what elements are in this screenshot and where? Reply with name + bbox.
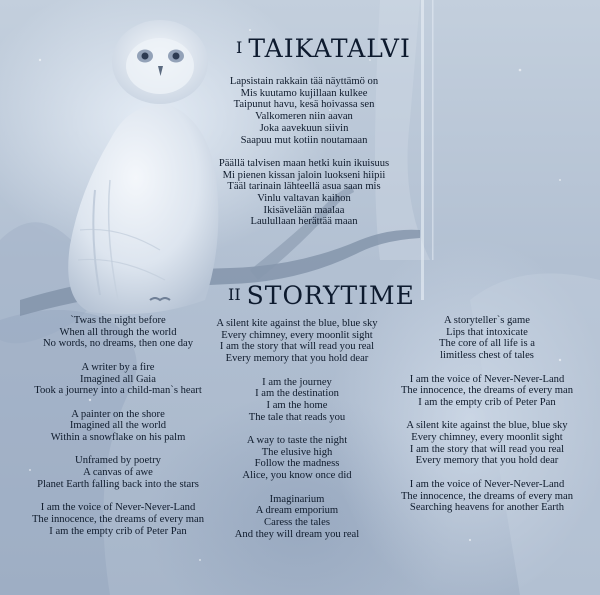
lyric-line: Laulullaan herättää maan [250, 216, 358, 228]
lyric-line: A storyteller`s game [444, 315, 530, 326]
lyric-line: I am the voice of Never-Never-Land [409, 373, 565, 385]
stanza [208, 318, 386, 365]
lyric-line: I am the voice of Never-Never-Land [40, 502, 196, 514]
lyric-line: Lapsistain rakkain tää näyttämö on [229, 76, 379, 87]
lyric-line: Every memory that you hold dear [415, 455, 559, 467]
lyric-line: Caress the tales [264, 516, 330, 528]
lyric-line: Searching heavens for another Earth [409, 502, 565, 514]
lyric-line: I am the story that will read you real [219, 341, 375, 353]
lyric-line: Planet Earth falling back into the stars [37, 478, 199, 490]
lyric-line: Lips that intoxicate [446, 326, 528, 338]
stanza [184, 76, 424, 146]
lyrics-storytime-column-3 [394, 315, 580, 514]
lyric-line: Joka aavekuun siivin [259, 122, 349, 134]
stanza [184, 158, 424, 228]
lyric-line: The innocence, the dreams of every man [400, 385, 574, 397]
lyric-line: I am the story that will read you real [409, 443, 565, 455]
lyric-line: Alice, you know once did [242, 470, 352, 482]
lyric-line: The innocence, the dreams of every man [31, 513, 205, 525]
lyric-line: Imagined all Gaia [80, 373, 156, 385]
lyric-line: Taipunut havu, kesä hoivassa sen [233, 99, 375, 111]
lyric-line: Imagined all the world [69, 420, 167, 432]
lyric-line: Every memory that you hold dear [225, 353, 369, 365]
lyric-line: And they will dream you real [234, 528, 360, 540]
section-number: II [228, 285, 241, 304]
lyric-line: limitless chest of tales [440, 350, 534, 362]
lyric-line: Saapuu mut kotiin noutamaan [240, 134, 368, 146]
lyrics-taikatalvi [184, 76, 424, 228]
lyric-line: The core of all life is a [439, 338, 535, 350]
lyric-line: I am the empty crib of Peter Pan [418, 396, 556, 408]
section-number: I [236, 38, 243, 57]
stanza [28, 362, 208, 397]
lyric-line: Päällä talvisen maan hetki kuin ikuisuus [218, 157, 390, 169]
lyric-line: A way to taste the night [246, 435, 348, 446]
lyric-line: Every chimney, every moonlit sight [411, 432, 563, 443]
lyric-line: The innocence, the dreams of every man [400, 490, 574, 502]
stanza [28, 315, 208, 350]
section-heading: STORYTIME [246, 281, 415, 310]
stanza [394, 479, 580, 514]
stanza [394, 374, 580, 409]
lyric-line: The elusive high [261, 446, 333, 458]
stanza [394, 315, 580, 362]
stanza [208, 377, 386, 424]
lyric-line: A silent kite against the blue, blue sky [216, 318, 378, 329]
lyric-line: Every chimney, every moonlit sight [221, 329, 373, 341]
section-title-storytime [228, 281, 415, 310]
lyric-line: I am the destination [255, 388, 339, 400]
lyric-line: A silent kite against the blue, blue sky [406, 420, 568, 432]
lyric-line: Valkomeren niin aavan [255, 111, 353, 123]
stanza [28, 455, 208, 490]
lyric-line: Mis kuutamo kujillaan kulkee [240, 87, 368, 99]
lyric-line: `Twas the night before [70, 315, 166, 326]
lyric-line: A painter on the shore [71, 408, 165, 420]
section-title-taikatalvi [236, 34, 411, 63]
lyric-line: Within a snowflake on his palm [50, 432, 186, 443]
lyric-line: I am the journey [262, 376, 332, 388]
stanza [208, 494, 386, 541]
stanza [208, 435, 386, 482]
lyric-line: The tale that reads you [248, 411, 346, 423]
lyric-line: No words, no dreams, then one day [42, 338, 194, 350]
lyric-line: Mi pienen kissan jaloin luokseni hiipii [222, 169, 386, 181]
lyric-line: I am the empty crib of Peter Pan [49, 525, 187, 537]
stanza [28, 502, 208, 537]
lyrics-storytime-column-1 [28, 315, 208, 537]
lyric-line: Ikisävelään maalaa [263, 204, 345, 216]
stanza [394, 420, 580, 467]
lyric-line: Vinlu valtavan kaihon [257, 193, 351, 205]
lyric-line: Tääl tarinain lähteellä asua saan mis [227, 181, 381, 193]
lyric-line: Unframed by poetry [75, 455, 161, 467]
lyrics-storytime-column-2 [208, 318, 386, 540]
lyric-line: A canvas of awe [83, 467, 153, 479]
lyric-line: When all through the world [59, 326, 177, 338]
stanza [28, 409, 208, 444]
lyric-line: A dream emporium [255, 505, 339, 517]
lyric-line: Follow the madness [254, 458, 340, 470]
lyric-line: A writer by a fire [81, 361, 155, 373]
lyric-line: I am the voice of Never-Never-Land [409, 478, 565, 490]
lyric-line: I am the home [266, 399, 328, 411]
section-heading: TAIKATALVI [248, 34, 411, 63]
lyric-line: Took a journey into a child-man`s heart [34, 385, 202, 397]
lyric-line: Imaginarium [269, 493, 325, 505]
